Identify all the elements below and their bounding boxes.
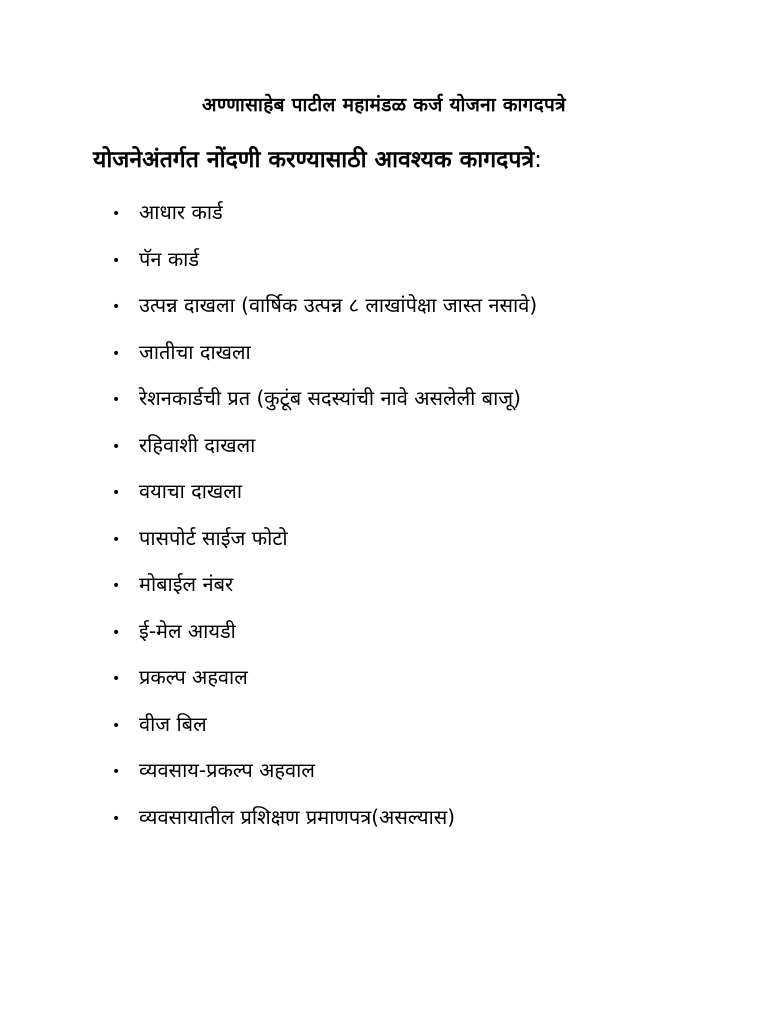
list-item (112, 564, 672, 604)
required-documents-list (112, 192, 672, 843)
list-item-text: मोबाईल नंबर (139, 572, 234, 596)
bullet-icon: • (112, 345, 121, 362)
list-item-text: ई-मेल आयडी (139, 618, 236, 643)
list-item-text: वयाचा दाखला (139, 479, 243, 503)
list-item (112, 797, 672, 837)
bullet-icon: • (112, 485, 121, 501)
list-item (112, 192, 672, 232)
subtitle-colon: : (534, 147, 542, 173)
list-item-text: व्यवसायातील प्रशिक्षण प्रमाणपत्र(असल्यास) (139, 804, 456, 829)
subtitle-text: योजनेअंतर्गत नोंदणी करण्यासाठी आवश्यक कागदपत्रे (93, 147, 535, 173)
list-item-text: पासपोर्ट साईज फोटो (139, 525, 288, 550)
document-title: अण्णासाहेब पाटील महामंडळ कर्ज योजना कागदपत्रे (202, 94, 566, 116)
list-item (112, 471, 672, 511)
bullet-icon: • (112, 810, 121, 827)
bullet-icon: • (112, 531, 121, 548)
list-item (112, 378, 672, 418)
bullet-icon: • (112, 206, 121, 222)
document-subtitle (93, 142, 542, 174)
list-item (112, 332, 672, 372)
list-item (112, 704, 672, 744)
bullet-icon: • (112, 299, 121, 315)
bullet-icon: • (112, 438, 121, 455)
list-item-text: व्यवसाय-प्रकल्प अहवाल (139, 758, 315, 782)
list-item-text: उत्पन्न दाखला (वार्षिक उत्पन्न ८ लाखांपेक्षा जास्त नसावे) (139, 293, 538, 317)
list-item-text: आधार कार्ड (139, 200, 223, 224)
list-item-text: पॅन कार्ड (139, 246, 200, 271)
bullet-icon: • (112, 624, 121, 641)
list-item (112, 425, 672, 465)
list-item (112, 518, 672, 558)
list-item (112, 611, 672, 651)
list-item-text: रेशनकार्डची प्रत (कुटूंब सदस्यांची नावे असलेली बाजू) (139, 386, 521, 410)
bullet-icon: • (112, 392, 121, 408)
bullet-icon: • (112, 764, 121, 780)
list-item (112, 657, 672, 697)
list-item (112, 285, 639, 325)
bullet-icon: • (112, 671, 121, 687)
list-item (112, 239, 672, 279)
list-item-text: रहिवाशी दाखला (139, 432, 256, 457)
bullet-icon: • (112, 252, 121, 269)
bullet-icon: • (112, 717, 121, 734)
list-item-text: प्रकल्प अहवाल (139, 665, 248, 689)
list-item (112, 750, 672, 790)
list-item-text: वीज बिल (139, 711, 207, 736)
bullet-icon: • (112, 578, 121, 594)
list-item-text: जातीचा दाखला (139, 339, 251, 364)
